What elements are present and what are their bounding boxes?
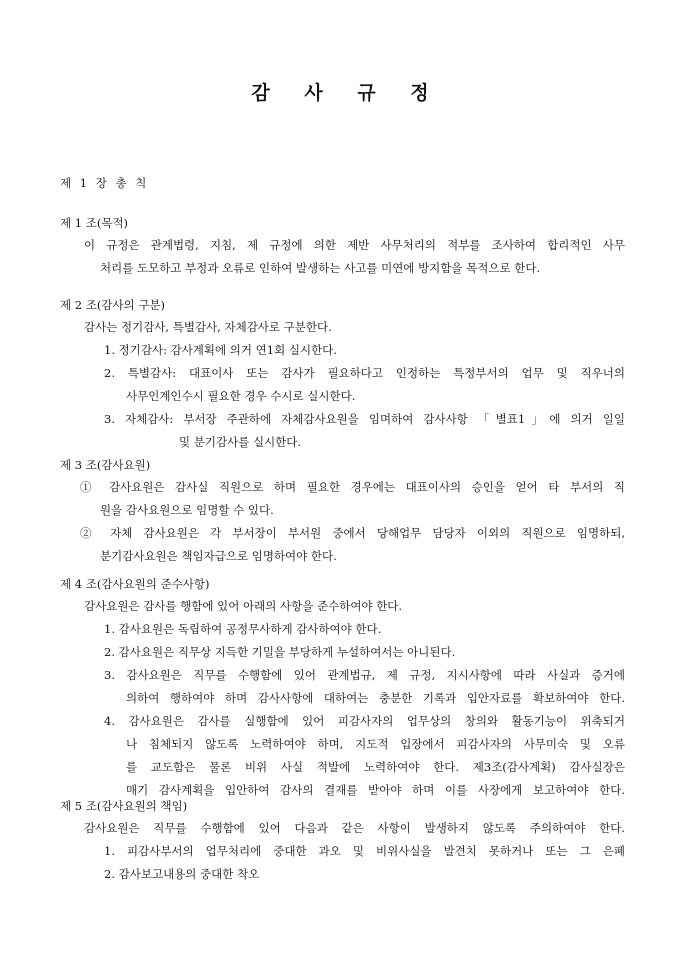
article-3-clause-2-cont: 분기감사요원은 책임자급으로 임명하여야 한다. xyxy=(100,549,337,563)
article-3-clause-1: ① 감사요원은 감사실 직원으로 하며 필요한 경우에는 대표이사의 승인을 얻어 타 부서의 직 xyxy=(80,480,625,494)
article-1-line-1: 이 규정은 관계법령, 지침, 제 규정에 의한 제반 사무처리의 적부를 조사하여 합리적인 사무 xyxy=(84,238,625,252)
chapter-heading: 제 1 장 총 칙 xyxy=(60,176,148,190)
article-3-title: 제 3 조(감사요원) xyxy=(60,458,151,472)
article-5 xyxy=(60,795,625,886)
article-2-item-3-cont: 및 분기감사를 실시한다. xyxy=(179,435,302,449)
article-1-line-2: 처리를 도모하고 부정과 오류로 인하여 발생하는 사고를 미연에 방지함을 목적으로 한다. xyxy=(100,261,541,275)
article-4-item-1: 1. 감사요원은 독립하여 공정무사하게 감사하여야 한다. xyxy=(104,622,382,636)
article-4-title: 제 4 조(감사요원의 준수사항) xyxy=(60,577,210,591)
article-4 xyxy=(60,573,625,802)
article-2-item-3: 3. 자체감사: 부서장 주관하에 자체감사요원을 임며하여 감사사항 「별표1」에 의거 일일 xyxy=(104,412,625,426)
article-5-item-1: 1. 피감사부서의 업무처리에 중대한 과오 및 비위사실을 발견치 못하거나 또는 그 은폐 xyxy=(104,844,625,858)
article-4-item-4-cont-1: 나 침체되지 않도록 노력하여야 하며, 지도적 입장에서 피감사자의 사무미숙 및 오류 xyxy=(126,737,625,751)
article-5-item-2: 2. 감사보고내용의 중대한 착오 xyxy=(104,867,260,881)
document-title: 감 사 규 정 xyxy=(251,82,443,104)
article-4-item-4-cont-2: 를 교도함은 물론 비위 사실 적발에 노력하여야 한다. 제3조(감사계획) 감사실장은 xyxy=(126,760,625,774)
article-3-clause-1-cont: 원을 감사요원으로 임명할 수 있다. xyxy=(100,503,274,517)
article-5-intro: 감사요원은 직무를 수행함에 있어 다음과 같은 사항이 발생하지 않도록 주의하여야 한다. xyxy=(84,821,625,835)
article-2-item-2: 2. 특별감사: 대표이사 또는 감사가 필요하다고 인정하는 특정부서의 업무 및 직우너의 xyxy=(104,366,625,380)
article-4-intro: 감사요원은 감사를 행함에 있어 아래의 사항을 준수하여야 한다. xyxy=(84,599,403,613)
article-3-clause-2: ② 자체 감사요원은 각 부서장이 부서원 중에서 당해업무 담당자 이외의 직원으로 임명하되, xyxy=(80,526,625,540)
article-2-item-2-cont: 사무인계인수시 필요한 경우 수시로 실시한다. xyxy=(126,389,356,403)
article-4-item-4: 4. 감사요원은 감사를 실행함에 있어 피감사자의 업무상의 창의와 활동기능이 위축되거 xyxy=(104,714,625,728)
article-1 xyxy=(60,212,625,280)
article-2-intro: 감사는 정기감사, 특별감사, 자체감사로 구분한다. xyxy=(84,320,332,334)
article-4-item-3-cont: 의하여 행하여야 하며 감사사항에 대하여는 충분한 기록과 입안자료를 확보하여야 한다. xyxy=(126,691,625,705)
article-5-title: 제 5 조(감사요원의 책임) xyxy=(60,799,188,813)
article-4-item-3: 3. 감사요원은 직무를 수행함에 있어 관계법규, 제 규정, 지시사항에 따라 사실과 증거에 xyxy=(104,668,625,682)
article-3 xyxy=(60,454,625,568)
article-4-item-4-cont-3: 매기 감사계획을 입안하여 감사의 결재를 받아야 하며 이를 사장에게 보고하여야 한다. xyxy=(126,783,625,797)
article-2-item-1: 1. 정기감사: 감사계획에 의거 연1회 실시한다. xyxy=(104,343,337,357)
article-4-item-2: 2. 감사요원은 직무상 지득한 기밀을 부당하게 누설하여서는 아니된다. xyxy=(104,645,456,659)
article-2 xyxy=(60,294,625,454)
article-1-title: 제 1 조(목적) xyxy=(60,216,129,230)
article-2-title: 제 2 조(감사의 구분) xyxy=(60,298,166,312)
